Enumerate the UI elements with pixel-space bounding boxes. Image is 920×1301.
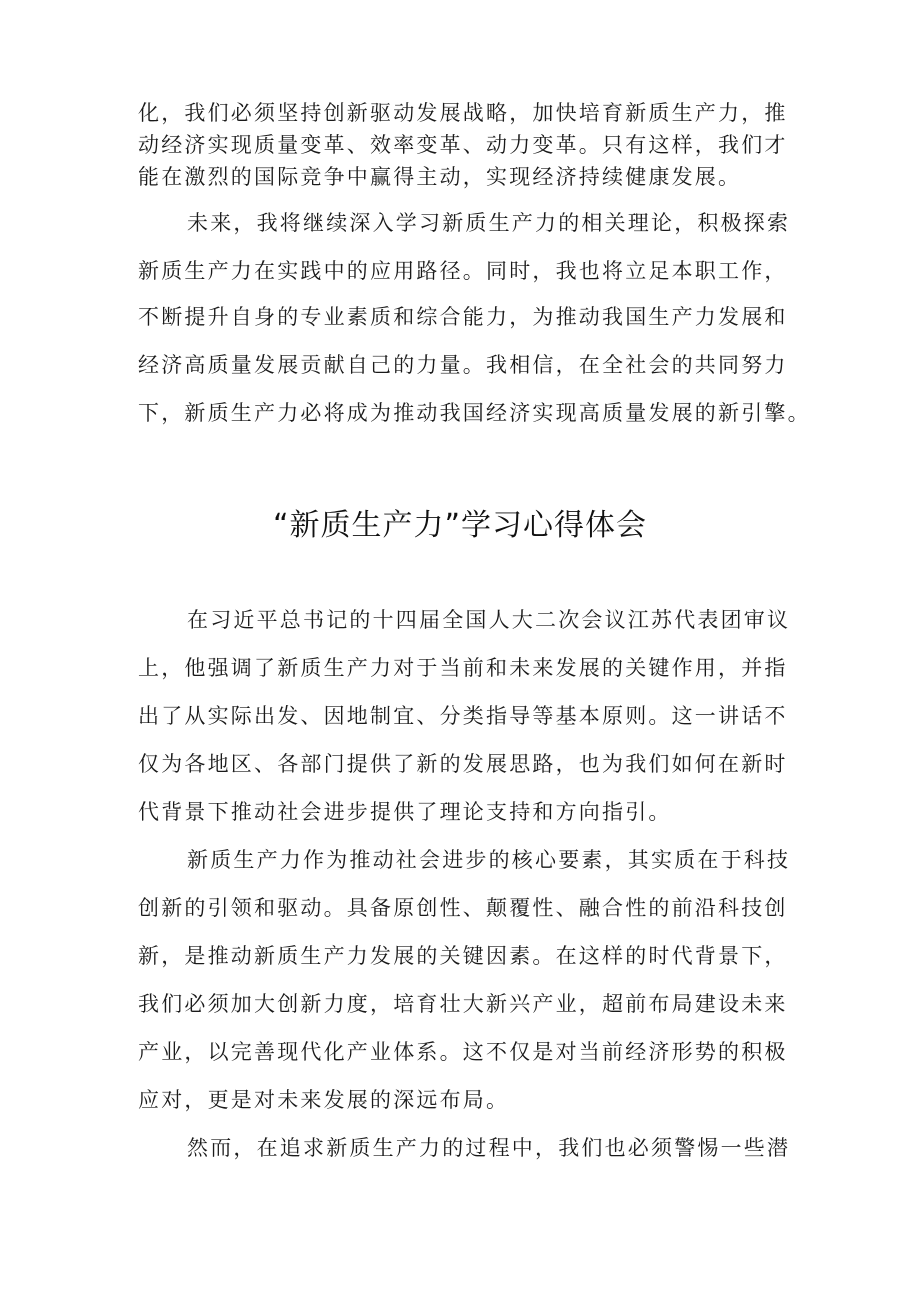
text-line: 产业，以完善现代化产业体系。这不仅是对当前经济形势的积极 xyxy=(138,1040,788,1064)
text-line: 新质生产力作为推动社会进步的核心要素，其实质在于科技 xyxy=(187,848,791,872)
document-title: “新质生产力”学习心得体会 xyxy=(272,508,648,543)
text-line: 仅为各地区、各部门提供了新的发展思路，也为我们如何在新时 xyxy=(138,752,788,776)
text-line: 代背景下推动社会进步提供了理论支持和方向指引。 xyxy=(138,800,672,824)
text-line: 能在激烈的国际竞争中赢得主动，实现经济持续健康发展。 xyxy=(138,165,742,189)
text-line: 未来，我将继续深入学习新质生产力的相关理论，积极探索 xyxy=(187,211,791,235)
text-line: 上，他强调了新质生产力对于当前和未来发展的关键作用，并指 xyxy=(138,656,788,680)
text-line: 然而，在追求新质生产力的过程中，我们也必须警惕一些潜 xyxy=(187,1136,791,1160)
text-line: 经济高质量发展贡献自己的力量。我相信，在全社会的共同努力 xyxy=(138,353,788,377)
text-line: 不断提升自身的专业素质和综合能力，为推动我国生产力发展和 xyxy=(138,305,788,329)
text-line: 创新的引领和驱动。具备原创性、颠覆性、融合性的前沿科技创 xyxy=(138,896,788,920)
text-line: 在习近平总书记的十四届全国人大二次会议江苏代表团审议 xyxy=(187,608,791,632)
text-line: 新质生产力在实践中的应用路径。同时，我也将立足本职工作， xyxy=(138,259,788,283)
text-line: 动经济实现质量变革、效率变革、动力变革。只有这样，我们才 xyxy=(138,133,788,157)
text-line: 出了从实际出发、因地制宜、分类指导等基本原则。这一讲话不 xyxy=(138,704,788,728)
text-line: 我们必须加大创新力度，培育壮大新兴产业，超前布局建设未来 xyxy=(138,992,788,1016)
text-line: 新，是推动新质生产力发展的关键因素。在这样的时代背景下， xyxy=(138,944,788,968)
text-line: 下，新质生产力必将成为推动我国经济实现高质量发展的新引擎。 xyxy=(138,401,811,425)
text-line: 应对，更是对未来发展的深远布局。 xyxy=(138,1088,510,1112)
text-line: 化，我们必须坚持创新驱动发展战略，加快培育新质生产力，推 xyxy=(138,101,788,125)
